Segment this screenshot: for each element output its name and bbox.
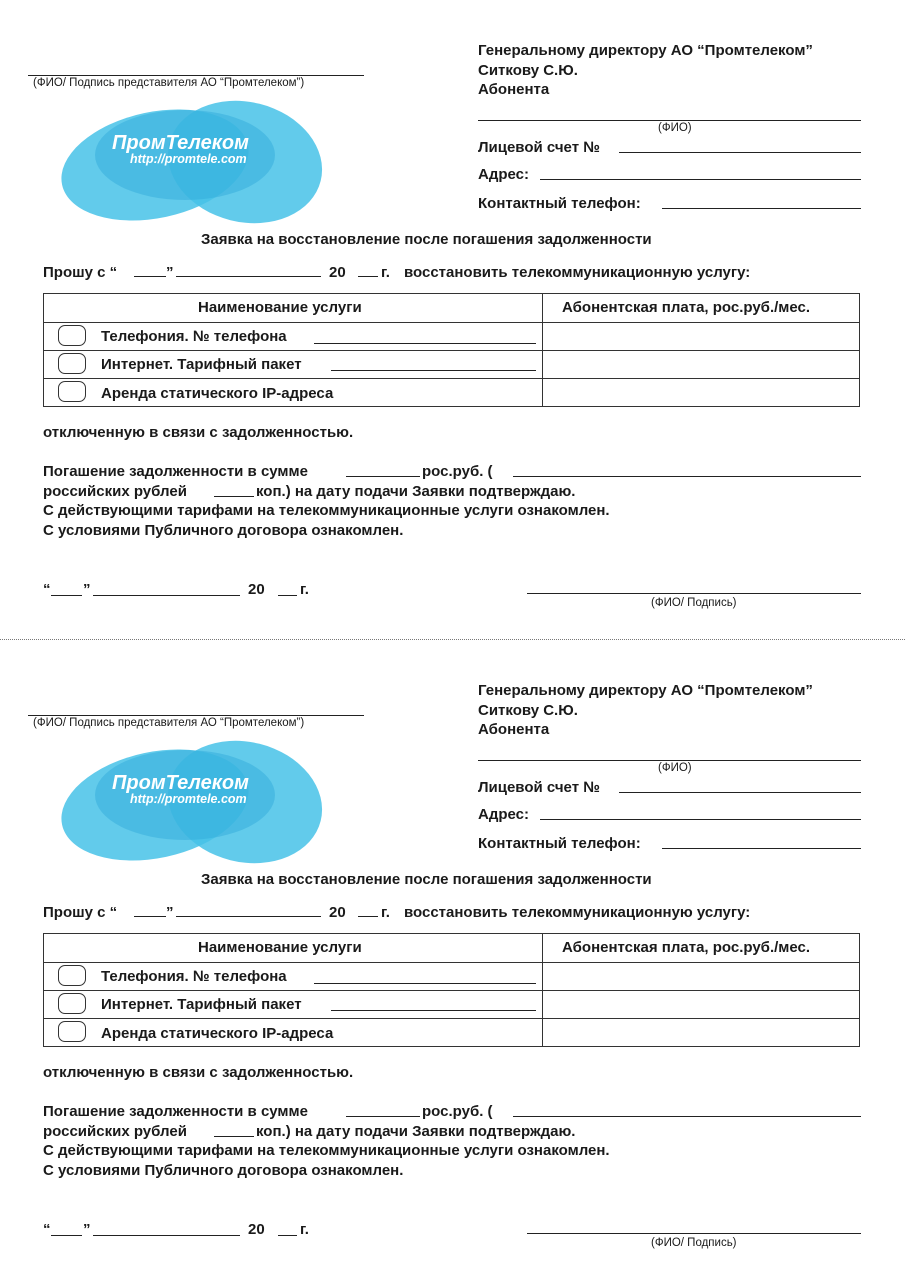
payment-amount-words-field[interactable] — [513, 1116, 861, 1117]
disconnected-text: отключенную в связи с задолженностью. — [43, 424, 354, 441]
signature-caption: (ФИО/ Подпись) — [651, 597, 737, 609]
request-month-field[interactable] — [176, 276, 321, 277]
service-label-static-ip: Аренда статического IP-адреса — [101, 385, 334, 402]
service-checkbox-static-ip[interactable] — [58, 381, 86, 402]
payment-currency: рос.руб. ( — [422, 463, 493, 480]
representative-signature-line[interactable] — [28, 75, 364, 76]
request-day-field[interactable] — [134, 276, 166, 277]
date-year: 20 — [248, 1221, 265, 1238]
account-label: Лицевой счет № — [478, 139, 600, 156]
payment-line2-start: российских рублей — [43, 483, 187, 500]
date-year-suffix: г. — [300, 1221, 309, 1238]
addressee-line-3: Абонента — [478, 721, 550, 738]
date-quote-open: “ — [43, 581, 51, 598]
service-label-telephony: Телефония. № телефона — [101, 968, 287, 985]
address-label: Адрес: — [478, 166, 529, 183]
representative-caption: (ФИО/ Подпись представителя АО “Промтелеком”) — [33, 717, 305, 729]
service-checkbox-internet[interactable] — [58, 353, 86, 374]
payment-amount-label: Погашение задолженности в сумме — [43, 463, 308, 480]
services-table — [43, 293, 860, 407]
account-field[interactable] — [619, 152, 861, 153]
date-year-field[interactable] — [278, 595, 297, 596]
table-header-service: Наименование услуги — [198, 299, 362, 316]
subscriber-name-line[interactable] — [478, 760, 861, 761]
date-day-field[interactable] — [51, 1235, 82, 1236]
addressee-line-2: Ситкову С.Ю. — [478, 62, 578, 79]
request-prefix: Прошу с “ — [43, 904, 118, 921]
date-month-field[interactable] — [93, 1235, 240, 1236]
account-label: Лицевой счет № — [478, 779, 600, 796]
date-year: 20 — [248, 581, 265, 598]
service-label-telephony: Телефония. № телефона — [101, 328, 287, 345]
logo-url: http://promtele.com — [130, 152, 247, 166]
address-field[interactable] — [540, 179, 861, 180]
date-year-suffix: г. — [300, 581, 309, 598]
payment-kopecks-field[interactable] — [214, 1136, 254, 1137]
date-quote-close: ” — [83, 1221, 91, 1238]
logo-name: ПромТелеком — [112, 132, 249, 154]
phone-number-field[interactable] — [314, 983, 536, 984]
tariffs-acknowledgement: С действующими тарифами на телекоммуникационные услуги ознакомлен. — [43, 502, 610, 519]
table-header-fee: Абонентская плата, рос.руб./мес. — [562, 939, 811, 956]
request-month-field[interactable] — [176, 916, 321, 917]
subscriber-signature-line[interactable] — [527, 1233, 861, 1234]
addressee-line-1: Генеральному директору АО “Промтелеком” — [478, 42, 813, 59]
date-year-field[interactable] — [278, 1235, 297, 1236]
signature-caption: (ФИО/ Подпись) — [651, 1237, 737, 1249]
addressee-line-1: Генеральному директору АО “Промтелеком” — [478, 682, 813, 699]
tariffs-acknowledgement: С действующими тарифами на телекоммуникационные услуги ознакомлен. — [43, 1142, 610, 1159]
addressee-line-3: Абонента — [478, 81, 550, 98]
request-suffix: восстановить телекоммуникационную услугу: — [404, 904, 751, 921]
representative-caption: (ФИО/ Подпись представителя АО “Промтелеком”) — [33, 77, 305, 89]
payment-line2-end: коп.) на дату подачи Заявки подтверждаю. — [256, 483, 576, 500]
service-label-internet: Интернет. Тарифный пакет — [101, 356, 302, 373]
phone-field[interactable] — [662, 848, 861, 849]
subscriber-signature-line[interactable] — [527, 593, 861, 594]
payment-line2-end: коп.) на дату подачи Заявки подтверждаю. — [256, 1123, 576, 1140]
phone-field[interactable] — [662, 208, 861, 209]
request-year-suffix: г. — [381, 264, 390, 281]
payment-amount-field[interactable] — [346, 476, 420, 477]
address-label: Адрес: — [478, 806, 529, 823]
subscriber-name-line[interactable] — [478, 120, 861, 121]
payment-currency: рос.руб. ( — [422, 1103, 493, 1120]
contract-acknowledgement: С условиями Публичного договора ознакомлен. — [43, 1162, 404, 1179]
request-year-field[interactable] — [358, 276, 378, 277]
payment-amount-words-field[interactable] — [513, 476, 861, 477]
fio-caption: (ФИО) — [658, 122, 692, 134]
payment-kopecks-field[interactable] — [214, 496, 254, 497]
request-year-suffix: г. — [381, 904, 390, 921]
request-day-field[interactable] — [134, 916, 166, 917]
date-quote-open: “ — [43, 1221, 51, 1238]
logo-name: ПромТелеком — [112, 772, 249, 794]
application-form — [0, 640, 905, 1280]
address-field[interactable] — [540, 819, 861, 820]
logo-url: http://promtele.com — [130, 792, 247, 806]
date-day-field[interactable] — [51, 595, 82, 596]
tariff-package-field[interactable] — [331, 1010, 536, 1011]
phone-label: Контактный телефон: — [478, 835, 641, 852]
date-quote-close: ” — [83, 581, 91, 598]
phone-number-field[interactable] — [314, 343, 536, 344]
payment-amount-label: Погашение задолженности в сумме — [43, 1103, 308, 1120]
request-quote-close: ” — [166, 264, 174, 281]
service-checkbox-static-ip[interactable] — [58, 1021, 86, 1042]
service-checkbox-telephony[interactable] — [58, 325, 86, 346]
service-checkbox-telephony[interactable] — [58, 965, 86, 986]
disconnected-text: отключенную в связи с задолженностью. — [43, 1064, 354, 1081]
request-year: 20 — [329, 264, 346, 281]
phone-label: Контактный телефон: — [478, 195, 641, 212]
form-title: Заявка на восстановление после погашения задолженности — [201, 231, 652, 248]
request-year-field[interactable] — [358, 916, 378, 917]
addressee-line-2: Ситкову С.Ю. — [478, 702, 578, 719]
request-quote-close: ” — [166, 904, 174, 921]
table-header-fee: Абонентская плата, рос.руб./мес. — [562, 299, 811, 316]
request-year: 20 — [329, 904, 346, 921]
services-table — [43, 933, 860, 1047]
payment-amount-field[interactable] — [346, 1116, 420, 1117]
account-field[interactable] — [619, 792, 861, 793]
form-title: Заявка на восстановление после погашения задолженности — [201, 871, 652, 888]
table-header-service: Наименование услуги — [198, 939, 362, 956]
service-checkbox-internet[interactable] — [58, 993, 86, 1014]
service-label-static-ip: Аренда статического IP-адреса — [101, 1025, 334, 1042]
representative-signature-line[interactable] — [28, 715, 364, 716]
fio-caption: (ФИО) — [658, 762, 692, 774]
date-month-field[interactable] — [93, 595, 240, 596]
contract-acknowledgement: С условиями Публичного договора ознакомлен. — [43, 522, 404, 539]
service-label-internet: Интернет. Тарифный пакет — [101, 996, 302, 1013]
request-suffix: восстановить телекоммуникационную услугу: — [404, 264, 751, 281]
request-prefix: Прошу с “ — [43, 264, 118, 281]
payment-line2-start: российских рублей — [43, 1123, 187, 1140]
tariff-package-field[interactable] — [331, 370, 536, 371]
